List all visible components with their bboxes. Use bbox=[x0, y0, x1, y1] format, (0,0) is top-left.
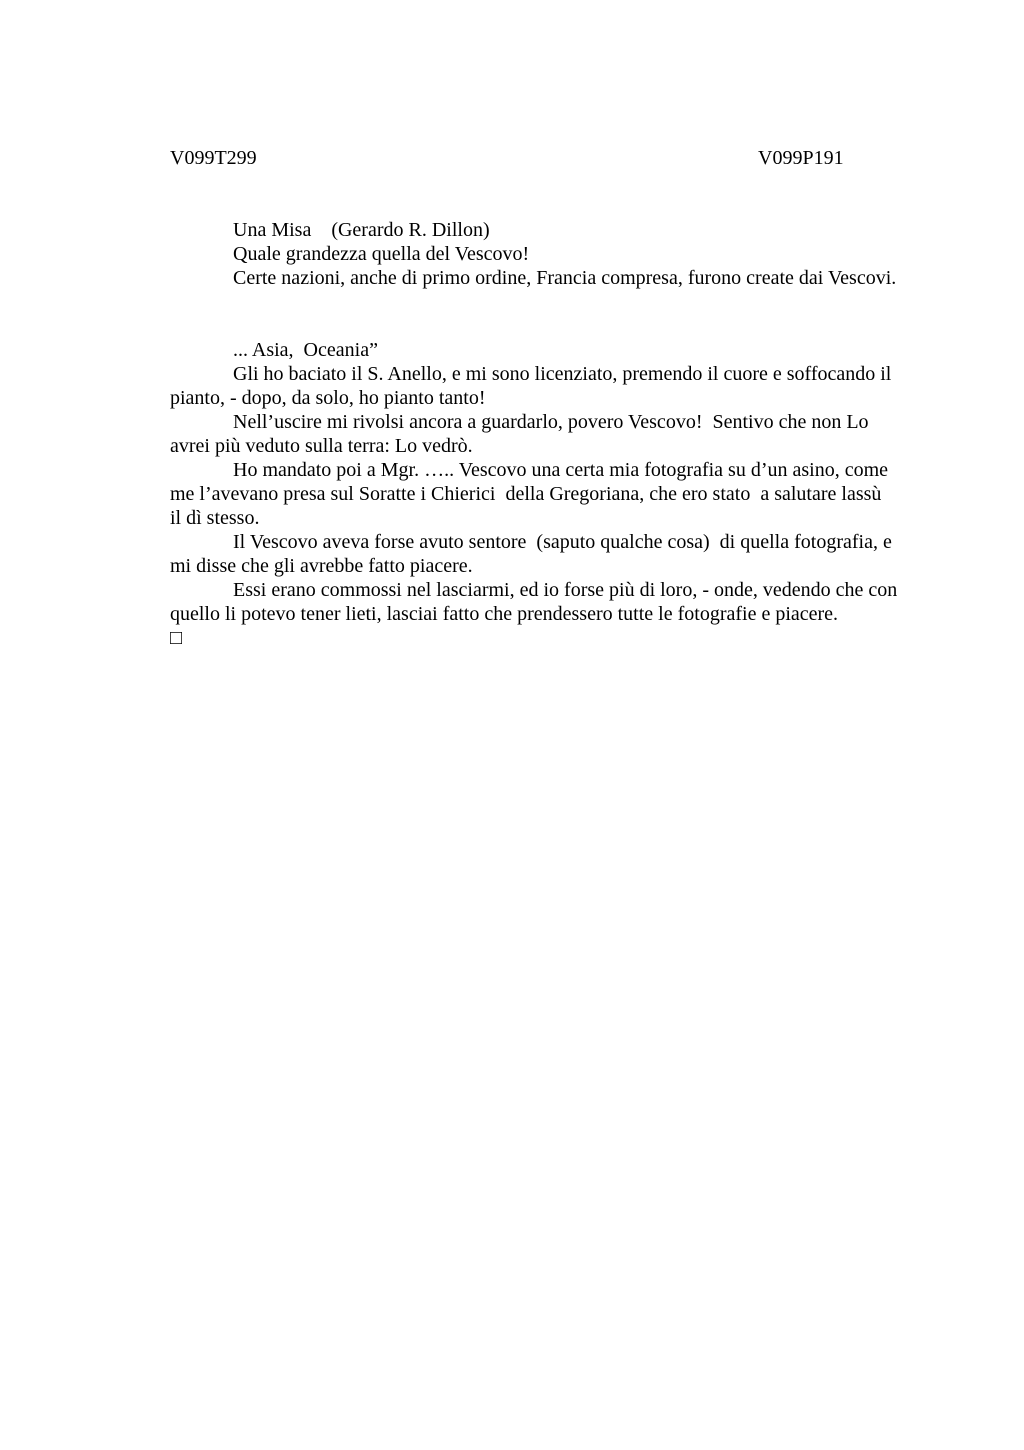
text-line: □ bbox=[170, 627, 183, 649]
text-line: il dì stesso. bbox=[170, 507, 260, 529]
text-line: Gli ho baciato il S. Anello, e mi sono licenziato, premendo il cuore e soffocando il bbox=[233, 363, 892, 385]
header-left-code: V099T299 bbox=[170, 147, 257, 169]
paragraph bbox=[170, 338, 960, 362]
paragraph bbox=[170, 578, 960, 626]
paragraph bbox=[170, 266, 960, 290]
text-line: me l’avevano presa sul Soratte i Chierici della Gregoriana, che ero stato a salutare lassù bbox=[170, 483, 882, 505]
text-line: Certe nazioni, anche di primo ordine, Francia compresa, furono create dai Vescovi. bbox=[233, 267, 897, 289]
paragraph bbox=[170, 458, 960, 530]
text-line: mi disse che gli avrebbe fatto piacere. bbox=[170, 555, 473, 577]
text-line: pianto, - dopo, da solo, ho pianto tanto! bbox=[170, 387, 486, 409]
paragraph bbox=[170, 242, 960, 266]
paragraph bbox=[170, 530, 960, 578]
paragraph bbox=[170, 362, 960, 410]
paragraph bbox=[170, 410, 960, 458]
header-right-code: V099P191 bbox=[758, 147, 844, 169]
text-line: Ho mandato poi a Mgr. ….. Vescovo una certa mia fotografia su d’un asino, come bbox=[233, 459, 889, 481]
paragraph bbox=[170, 626, 960, 650]
text-line: Essi erano commossi nel lasciarmi, ed io forse più di loro, - onde, vedendo che con bbox=[233, 579, 898, 601]
text-line: ... Asia, Oceania” bbox=[233, 339, 378, 361]
text-line: avrei più veduto sulla terra: Lo vedrò. bbox=[170, 435, 473, 457]
text-line: Nell’uscire mi rivolsi ancora a guardarlo, povero Vescovo! Sentivo che non Lo bbox=[233, 411, 869, 433]
text-line: Quale grandezza quella del Vescovo! bbox=[233, 243, 530, 265]
text-line: Il Vescovo aveva forse avuto sentore (saputo qualche cosa) di quella fotografia, e bbox=[233, 531, 892, 553]
document-body bbox=[170, 218, 960, 650]
paragraph bbox=[170, 218, 960, 242]
text-line: quello li potevo tener lieti, lasciai fatto che prendessero tutte le fotografie e piacere. bbox=[170, 603, 839, 625]
text-line: Una Misa (Gerardo R. Dillon) bbox=[233, 219, 490, 241]
